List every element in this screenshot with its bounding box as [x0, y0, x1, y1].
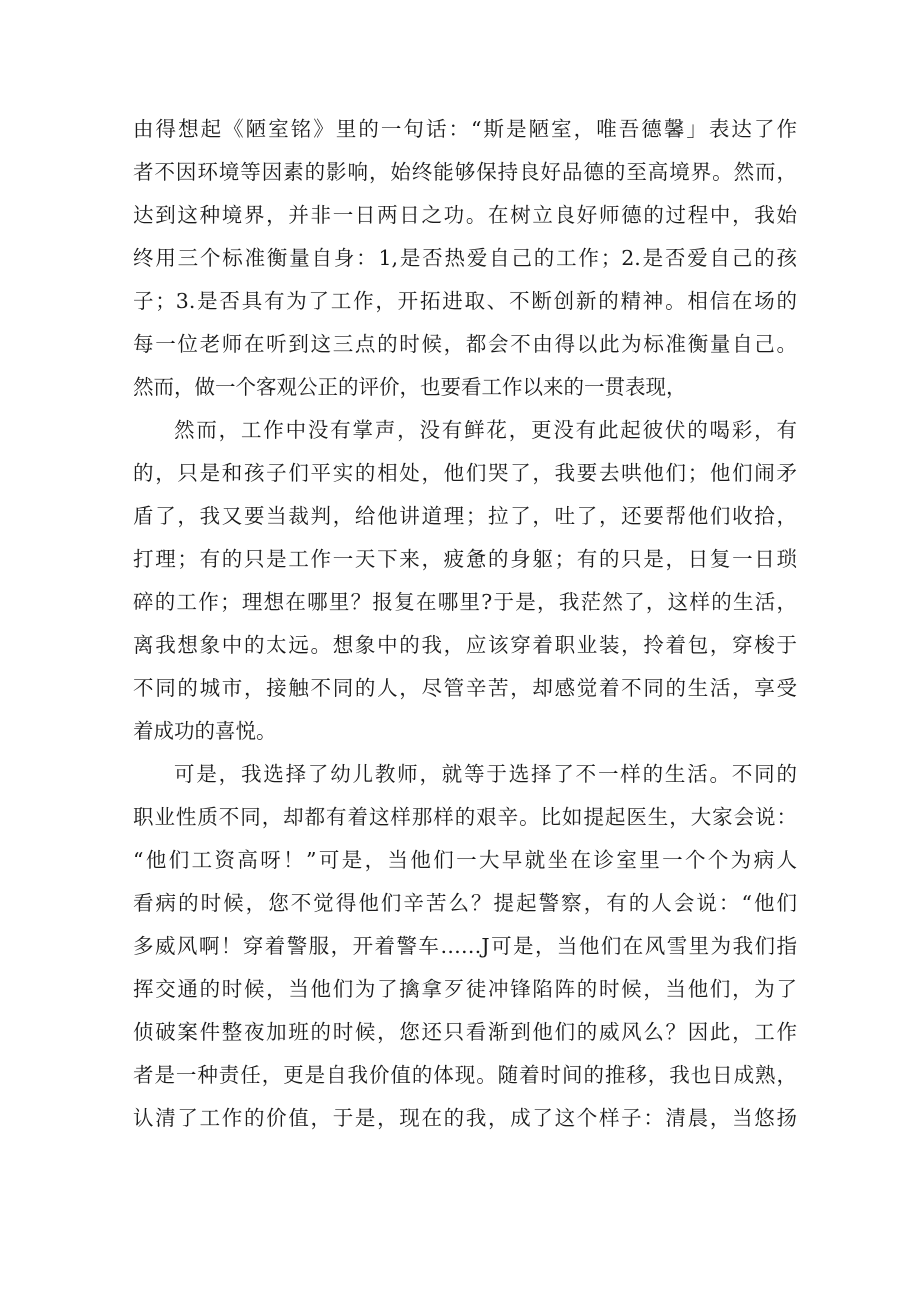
text-line: 者是一种责任，更是自我价值的体现。随着时间的推移，我也日成熟， — [133, 1063, 797, 1087]
text-line: 碎的工作；理想在哪里？报复在哪里?于是，我茫然了，这样的生活， — [133, 590, 797, 614]
text-line: 的，只是和孩子们平实的相处，他们哭了，我要去哄他们；他们闹矛 — [133, 461, 797, 485]
text-line: 终用三个标准衡量自身：1,是否热爱自己的工作；2.是否爱自己的孩 — [133, 246, 797, 270]
paragraph — [133, 108, 797, 409]
text-line: 挥交通的时候，当他们为了擒拿歹徒冲锋陷阵的时候，当他们，为了 — [133, 977, 797, 1001]
text-line: 着成功的喜悦。 — [133, 719, 277, 743]
text-line: 多威风啊！穿着警服，开着警车……J可是，当他们在风雪里为我们指 — [133, 934, 797, 958]
text-line: 可是，我选择了幼儿教师，就等于选择了不一样的生活。不同的 — [174, 762, 797, 786]
text-line: 职业性质不同，却都有着这样那样的艰辛。比如提起医生，大家会说： — [133, 805, 797, 829]
text-line: 看病的时候，您不觉得他们辛苦么？提起警察，有的人会说：“他们 — [133, 891, 797, 915]
text-line: 盾了，我又要当裁判，给他讲道理；拉了，吐了，还要帮他们收拾， — [133, 504, 797, 528]
text-line: 然而，做一个客观公正的评价，也要看工作以来的一贯表现， — [133, 375, 687, 399]
paragraph — [133, 409, 797, 753]
paragraph — [133, 753, 797, 1140]
text-line: 每一位老师在听到这三点的时候，都会不由得以此为标准衡量自己。 — [133, 332, 797, 356]
text-line: “他们工资高呀！”可是，当他们一大早就坐在诊室里一个个为病人 — [133, 848, 797, 872]
text-line: 认清了工作的价值，于是，现在的我，成了这个样子：清晨，当悠扬 — [133, 1106, 797, 1130]
text-line: 打理；有的只是工作一天下来，疲惫的身躯；有的只是，日复一日琐 — [133, 547, 797, 571]
text-line: 由得想起《陋室铭》里的一句话：“斯是陋室，唯吾德馨」表达了作 — [133, 117, 797, 141]
text-line: 然而，工作中没有掌声，没有鲜花，更没有此起彼伏的喝彩，有 — [174, 418, 797, 442]
text-line: 达到这种境界，并非一日两日之功。在树立良好师德的过程中，我始 — [133, 203, 797, 227]
text-line: 子；3.是否具有为了工作，开拓进取、不断创新的精神。相信在场的 — [133, 289, 797, 313]
document-body — [133, 108, 797, 1140]
text-line: 者不因环境等因素的影响，始终能够保持良好品德的至高境界。然而， — [133, 160, 797, 184]
text-line: 侦破案件整夜加班的时候，您还只看渐到他们的威风么？因此，工作 — [133, 1020, 797, 1044]
text-line: 不同的城市，接触不同的人，尽管辛苦，却感觉着不同的生活，享受 — [133, 676, 797, 700]
text-line: 离我想象中的太远。想象中的我，应该穿着职业装，拎着包，穿梭于 — [133, 633, 797, 657]
